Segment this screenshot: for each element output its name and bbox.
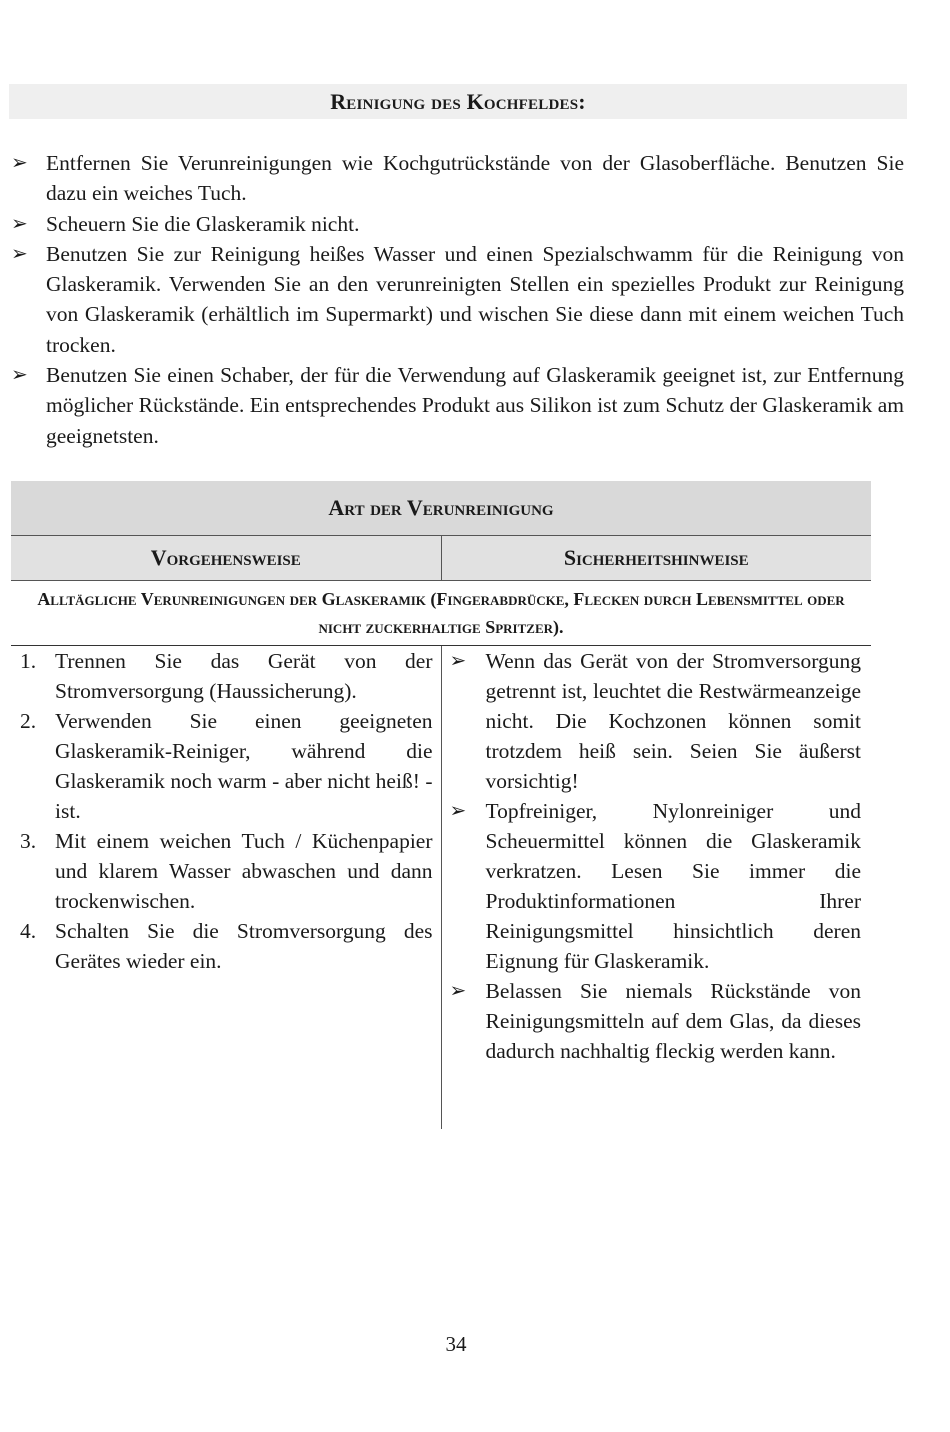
arrow-bullet-icon: ➢: [11, 242, 28, 265]
list-item: [9, 148, 904, 209]
step-number: 3.: [20, 829, 37, 853]
cleaning-table: [11, 481, 871, 1129]
list-item-text: Benutzen Sie zur Reinigung heißes Wasser und einen Spezialschwamm für die Reinigung von Glaskeramik. Verwenden Sie an den verunreinigten Stellen ein spezielles Produkt zur Reinigung von Glaskeramik (erhältlich im Supermarkt) und wischen Sie diese dann mit einem weichen Tuch trocken.: [46, 241, 904, 357]
list-item: [9, 239, 904, 360]
step-number: 1.: [20, 649, 37, 673]
procedure-column-header: Vorgehensweise: [11, 536, 441, 581]
soiling-category: Alltägliche Verunreinigungen der Glaskeramik (Fingerabdrücke, Flecken durch Lebensmittel oder nicht zuckerhaltige Spritzer).: [11, 581, 871, 646]
section-title: Reinigung des Kochfeldes:: [9, 84, 907, 119]
step-text: Trennen Sie das Gerät von der Stromversorgung (Haussicherung).: [55, 649, 433, 703]
note-item: [442, 796, 872, 976]
step-item: [11, 826, 441, 916]
step-number: 2.: [20, 709, 37, 733]
note-text: Belassen Sie niemals Rückstände von Reinigungsmitteln auf dem Glas, da dieses dadurch nachhaltig fleckig werden kann.: [485, 979, 861, 1063]
list-item-text: Entfernen Sie Verunreinigungen wie Kochgutrückstände von der Glasoberfläche. Benutzen Sie dazu ein weiches Tuch.: [46, 151, 904, 206]
step-text: Schalten Sie die Stromversorgung des Gerätes wieder ein.: [55, 919, 433, 973]
list-item-text: Scheuern Sie die Glaskeramik nicht.: [46, 211, 360, 236]
arrow-bullet-icon: ➢: [449, 800, 467, 822]
arrow-bullet-icon: ➢: [11, 212, 28, 235]
step-item: [11, 646, 441, 706]
arrow-bullet-icon: ➢: [11, 364, 28, 387]
step-number: 4.: [20, 919, 37, 943]
step-item: [11, 916, 441, 976]
table-header: Art der Verunreinigung: [11, 481, 871, 536]
safety-column-header: Sicherheitshinweise: [441, 536, 871, 581]
arrow-bullet-icon: ➢: [449, 650, 467, 672]
cleaning-instructions-list: [9, 148, 904, 451]
page-number: 34: [445, 1332, 467, 1356]
list-item: [9, 360, 904, 451]
arrow-bullet-icon: ➢: [11, 152, 28, 174]
step-text: Verwenden Sie einen geeigneten Glaskeramik-Reiniger, während die Glaskeramik noch warm - aber nicht heiß! - ist.: [55, 709, 433, 823]
procedure-cell: [11, 646, 441, 1130]
safety-cell: [441, 646, 871, 1130]
list-item: [9, 209, 904, 239]
step-item: [11, 706, 441, 826]
step-text: Mit einem weichen Tuch / Küchenpapier und klarem Wasser abwaschen und dann trockenwischen.: [55, 829, 433, 913]
note-item: [442, 646, 872, 796]
note-text: Wenn das Gerät von der Stromversorgung getrennt ist, leuchtet die Restwärmeanzeige nicht. Die Kochzonen können somit trotzdem heiß sein. Seien Sie äußerst vorsichtig!: [485, 649, 861, 793]
arrow-bullet-icon: ➢: [449, 980, 467, 1002]
procedure-steps: [11, 646, 441, 976]
safety-notes: [442, 646, 872, 1066]
note-item: [442, 976, 872, 1066]
list-item-text: Benutzen Sie einen Schaber, der für die Verwendung auf Glaskeramik geeignet ist, zur Entfernung möglicher Rückstände. Ein entsprechendes Produkt aus Silikon ist zum Schutz der Glaskeramik am geeignetsten.: [46, 363, 904, 448]
note-text: Topfreiniger, Nylonreiniger und Scheuermittel können die Glaskeramik verkratzen. Lesen Sie immer die Produktinformationen Ihrer Reinigungsmittel hinsichtlich deren Eignung für Glaskeramik.: [485, 799, 861, 973]
